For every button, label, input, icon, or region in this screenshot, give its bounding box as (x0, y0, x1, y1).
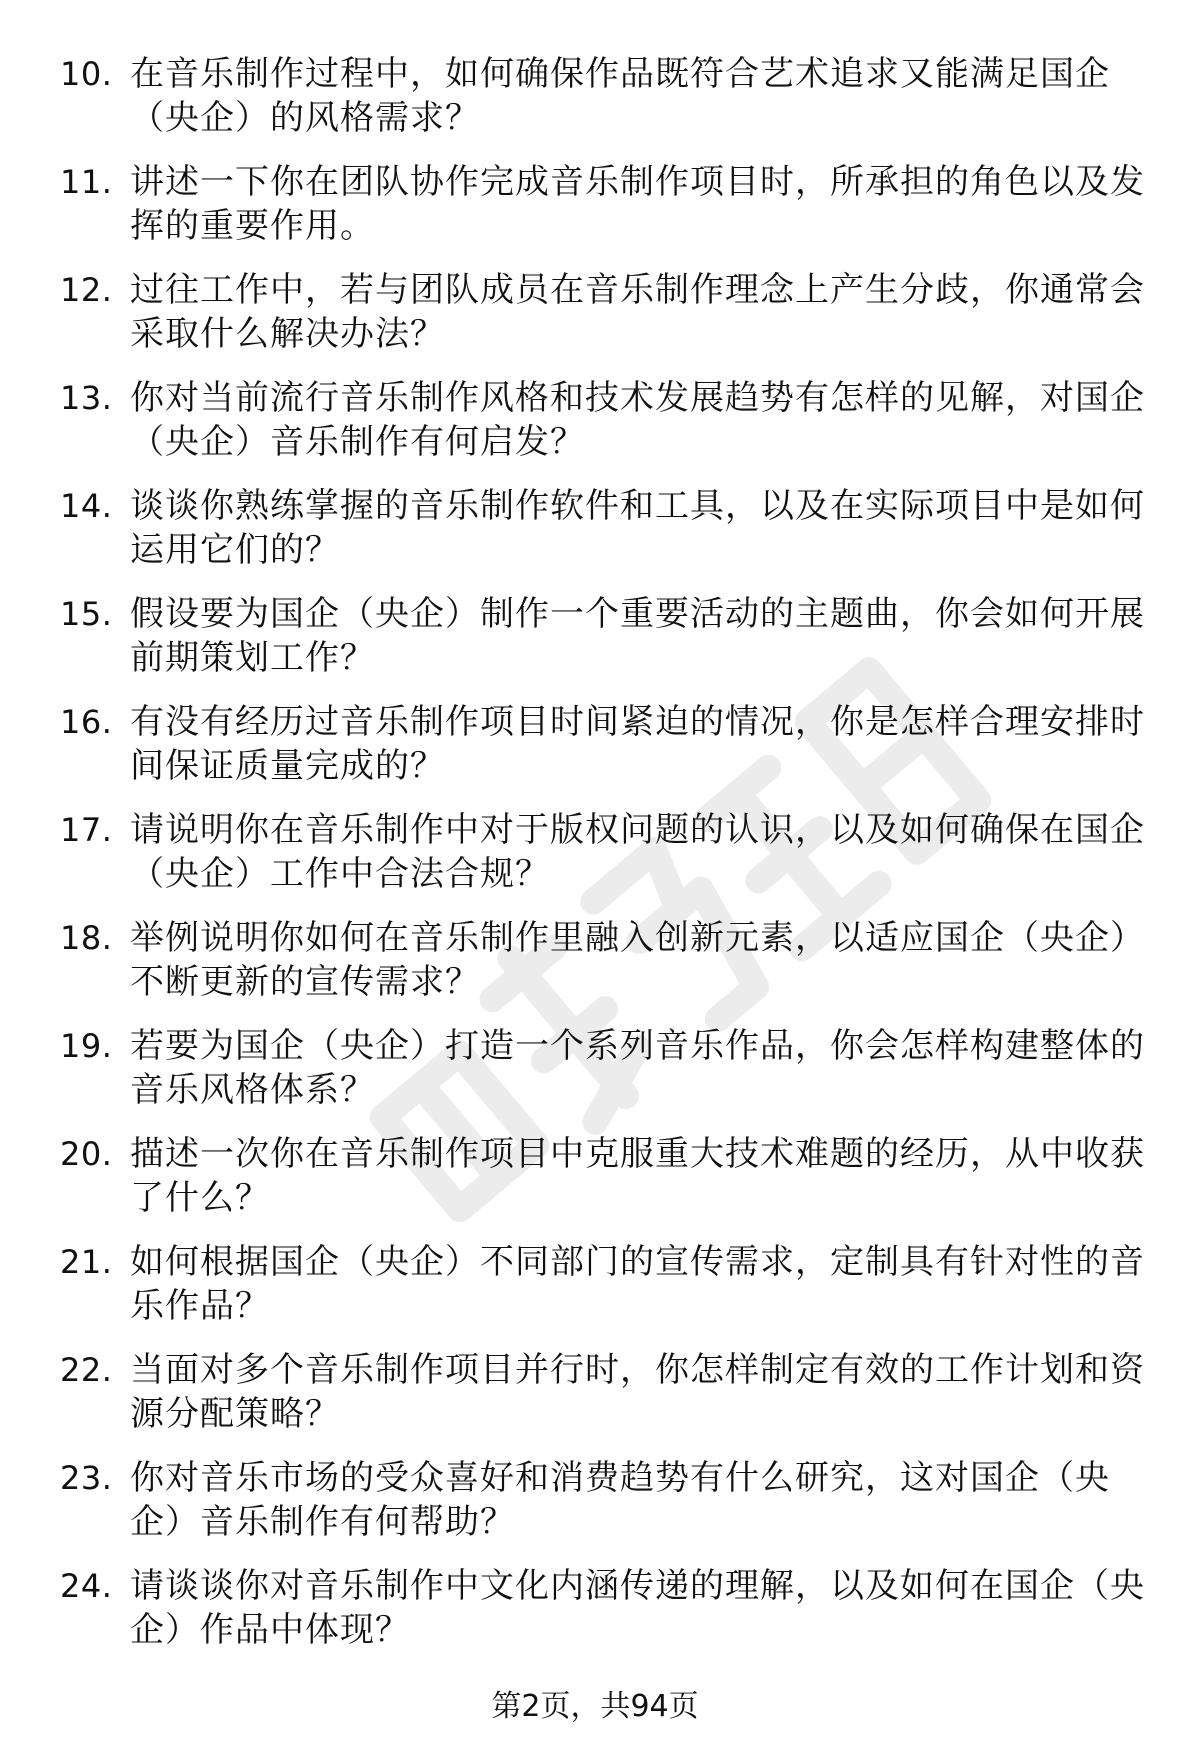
question-item (60, 268, 1150, 376)
question-item (60, 1240, 1150, 1348)
question-list (60, 52, 1150, 1672)
question-number: 23. (60, 1459, 113, 1497)
question-item (60, 700, 1150, 808)
question-text: 在音乐制作过程中，如何确保作品既符合艺术追求又能满足国企（央企）的风格需求？ (130, 54, 1110, 138)
question-item (60, 1024, 1150, 1132)
question-item (60, 160, 1150, 268)
question-text: 描述一次你在音乐制作项目中克服重大技术难题的经历，从中收获了什么？ (130, 1134, 1145, 1218)
question-item (60, 484, 1150, 592)
question-item (60, 592, 1150, 700)
question-item (60, 808, 1150, 916)
question-number: 21. (60, 1243, 113, 1281)
question-item (60, 52, 1150, 160)
question-number: 15. (60, 595, 113, 633)
question-number: 22. (60, 1351, 113, 1389)
question-text: 如何根据国企（央企）不同部门的宣传需求，定制具有针对性的音乐作品？ (130, 1242, 1145, 1326)
question-number: 20. (60, 1135, 113, 1173)
question-text: 举例说明你如何在音乐制作里融入创新元素，以适应国企（央企）不断更新的宣传需求？ (130, 918, 1145, 1002)
question-text: 请谈谈你对音乐制作中文化内涵传递的理解，以及如何在国企（央企）作品中体现？ (130, 1566, 1145, 1650)
question-item (60, 1132, 1150, 1240)
question-text: 当面对多个音乐制作项目并行时，你怎样制定有效的工作计划和资源分配策略？ (130, 1350, 1145, 1434)
question-number: 18. (60, 919, 113, 957)
question-text: 讲述一下你在团队协作完成音乐制作项目时，所承担的角色以及发挥的重要作用。 (130, 162, 1145, 246)
question-item (60, 1456, 1150, 1564)
question-text: 你对音乐市场的受众喜好和消费趋势有什么研究，这对国企（央企）音乐制作有何帮助？ (130, 1458, 1110, 1542)
question-number: 13. (60, 379, 113, 417)
question-text: 若要为国企（央企）打造一个系列音乐作品，你会怎样构建整体的音乐风格体系？ (130, 1026, 1145, 1110)
question-text: 你对当前流行音乐制作风格和技术发展趋势有怎样的见解，对国企（央企）音乐制作有何启发？ (130, 378, 1145, 462)
question-text: 假设要为国企（央企）制作一个重要活动的主题曲，你会如何开展前期策划工作？ (130, 594, 1145, 678)
page-footer (0, 1687, 1190, 1727)
question-item (60, 916, 1150, 1024)
question-text: 有没有经历过音乐制作项目时间紧迫的情况，你是怎样合理安排时间保证质量完成的？ (130, 702, 1145, 786)
question-number: 16. (60, 703, 113, 741)
question-number: 14. (60, 487, 113, 525)
question-item (60, 1348, 1150, 1456)
question-number: 12. (60, 271, 113, 309)
question-number: 10. (60, 55, 113, 93)
question-text: 过往工作中，若与团队成员在音乐制作理念上产生分歧，你通常会采取什么解决办法？ (130, 270, 1145, 354)
question-item (60, 376, 1150, 484)
question-number: 17. (60, 811, 113, 849)
question-item (60, 1564, 1150, 1672)
page-number-label: 第2页，共94页 (491, 1689, 699, 1724)
question-text: 请说明你在音乐制作中对于版权问题的认识，以及如何确保在国企（央企）工作中合法合规？ (130, 810, 1145, 894)
question-number: 24. (60, 1567, 113, 1605)
question-number: 11. (60, 163, 113, 201)
question-text: 谈谈你熟练掌握的音乐制作软件和工具，以及在实际项目中是如何运用它们的？ (130, 486, 1145, 570)
question-number: 19. (60, 1027, 113, 1065)
